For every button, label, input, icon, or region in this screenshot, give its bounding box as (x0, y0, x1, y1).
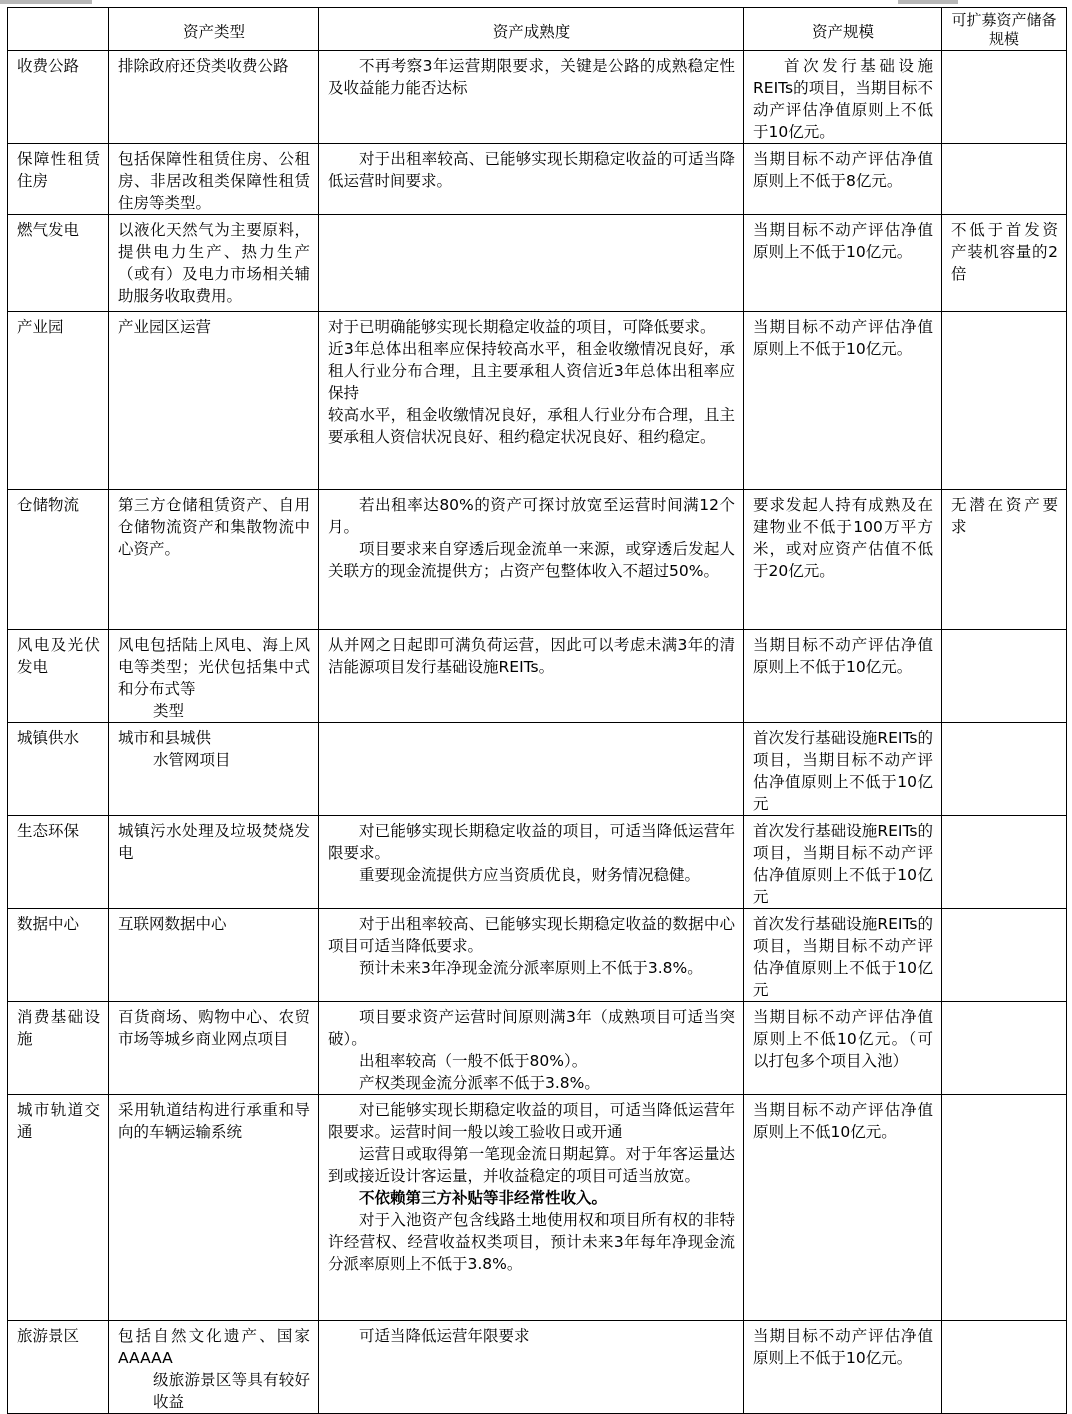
asset-type-text: 城市和县城供 (118, 729, 212, 747)
maturity-paragraph: 对于出租率较高、已能够实现长期稳定收益的可适当降低运营时间要求。 (328, 150, 735, 190)
asset-scale-cell: 当期目标不动产评估净值原则上不低于10亿元。 (744, 312, 942, 490)
maturity-paragraph: 对于入池资产包含线路土地使用权和项目所有权的非特许经营权、经营收益权类项目，预计未来3年每年净现金流分派率原则上不低于3.8%。 (328, 1211, 735, 1273)
reserve-scale-cell (942, 816, 1067, 909)
asset-type-text: 采用轨道结构进行承重和导向的车辆运输系统 (118, 1101, 310, 1141)
maturity-paragraph: 不再考察3年运营期限要求，关键是公路的成熟稳定性及收益能力能否达标 (328, 57, 735, 97)
asset-maturity-cell (319, 630, 744, 723)
top-edge-mark-right (898, 0, 958, 4)
reserve-scale-cell: 无潜在资产要求 (942, 490, 1067, 630)
asset-type-cell (109, 490, 319, 630)
asset-type-text: 以液化天然气为主要原料，提供电力生产、热力生产（或有）及电力市场相关辅助服务收取费用。 (118, 221, 310, 305)
asset-type-cell (109, 723, 319, 816)
table-row (8, 144, 1067, 215)
asset-type-cell (109, 1321, 319, 1414)
table-row (8, 1095, 1067, 1321)
table-row (8, 816, 1067, 909)
maturity-paragraph: 对于出租率较高、已能够实现长期稳定收益的数据中心项目可适当降低要求。 (328, 915, 735, 955)
asset-type-text: 城镇污水处理及垃圾焚烧发电 (118, 822, 310, 862)
table-row (8, 51, 1067, 144)
asset-category-cell: 收费公路 (8, 51, 109, 144)
table-row (8, 630, 1067, 723)
asset-maturity-cell (319, 1095, 744, 1321)
maturity-paragraph: 运营日或取得第一笔现金流日期起算。对于年客运量达到或接近设计客运量，并收益稳定的项目可适当放宽。 (328, 1145, 735, 1185)
asset-type-text: 级旅游景区等具有较好收益 (153, 1371, 310, 1411)
asset-category-cell: 消费基础设施 (8, 1002, 109, 1095)
asset-scale-cell: 当期目标不动产评估净值原则上不低10亿元。（可以打包多个项目入池） (744, 1002, 942, 1095)
top-edge-mark-left (0, 0, 92, 4)
asset-category-cell: 产业园 (8, 312, 109, 490)
asset-maturity-cell (319, 51, 744, 144)
reserve-scale-cell (942, 630, 1067, 723)
table-row (8, 909, 1067, 1002)
asset-type-text: 排除政府还贷类收费公路 (118, 57, 289, 75)
table-row (8, 1002, 1067, 1095)
reserve-scale-cell (942, 312, 1067, 490)
asset-type-cell (109, 312, 319, 490)
asset-type-cell (109, 630, 319, 723)
asset-type-cell (109, 215, 319, 312)
asset-scale-cell: 当期目标不动产评估净值原则上不低于8亿元。 (744, 144, 942, 215)
header-cell: 资产规模 (744, 8, 942, 51)
asset-category-cell: 风电及光伏发电 (8, 630, 109, 723)
asset-category-cell: 燃气发电 (8, 215, 109, 312)
asset-maturity-cell (319, 312, 744, 490)
reits-asset-table (7, 7, 1067, 1414)
reserve-scale-cell: 不低于首发资产装机容量的2倍 (942, 215, 1067, 312)
asset-type-text: 类型 (153, 702, 185, 720)
asset-scale-cell: 当期目标不动产评估净值原则上不低于10亿元。 (744, 630, 942, 723)
header-cell: 资产成熟度 (319, 8, 744, 51)
maturity-paragraph: 从并网之日起即可满负荷运营，因此可以考虑未满3年的清洁能源项目发行基础设施REITs。 (328, 636, 735, 676)
header-cell (8, 8, 109, 51)
maturity-paragraph: 近3年总体出租率应保持较高水平，租金收缴情况良好，承租人行业分布合理，且主要承租人资信近3年总体出租率应保持 (328, 340, 735, 402)
asset-type-cell (109, 1095, 319, 1321)
asset-type-text: 百货商场、购物中心、农贸市场等城乡商业网点项目 (118, 1008, 310, 1048)
asset-type-text: 包括保障性租赁住房、公租房、非居改租类保障性租赁住房等类型。 (118, 150, 310, 212)
table-row (8, 1321, 1067, 1414)
reserve-scale-cell (942, 144, 1067, 215)
maturity-paragraph: 项目要求资产运营时间原则满3年（成熟项目可适当突破）。 (328, 1008, 735, 1048)
header-row (8, 8, 1067, 51)
reserve-scale-cell (942, 1321, 1067, 1414)
reserve-scale-cell (942, 1095, 1067, 1321)
asset-maturity-cell (319, 1002, 744, 1095)
header-cell: 资产类型 (109, 8, 319, 51)
asset-maturity-cell (319, 215, 744, 312)
asset-type-cell (109, 144, 319, 215)
asset-type-cell (109, 909, 319, 1002)
asset-category-cell: 保障性租赁住房 (8, 144, 109, 215)
asset-category-cell: 旅游景区 (8, 1321, 109, 1414)
asset-category-cell: 数据中心 (8, 909, 109, 1002)
maturity-paragraph: 对已能够实现长期稳定收益的项目，可适当降低运营年限要求。 (328, 822, 735, 862)
maturity-paragraph: 重要现金流提供方应当资质优良，财务情况稳健。 (359, 866, 701, 884)
maturity-paragraph: 预计未来3年净现金流分派率原则上不低于3.8%。 (359, 959, 703, 977)
maturity-paragraph: 对于已明确能够实现长期稳定收益的项目，可降低要求。 (328, 318, 716, 336)
maturity-paragraph: 项目要求来自穿透后现金流单一来源，或穿透后发起人关联方的现金流提供方；占资产包整体收入不超过50%。 (328, 540, 735, 580)
maturity-paragraph: 产权类现金流分派率不低于3.8%。 (359, 1074, 600, 1092)
reserve-scale-cell (942, 723, 1067, 816)
asset-type-text: 互联网数据中心 (118, 915, 227, 933)
asset-scale-cell: 当期目标不动产评估净值原则上不低于10亿元。 (744, 215, 942, 312)
asset-maturity-cell (319, 816, 744, 909)
reserve-scale-cell (942, 909, 1067, 1002)
asset-category-cell: 城镇供水 (8, 723, 109, 816)
asset-maturity-cell (319, 909, 744, 1002)
asset-type-cell (109, 51, 319, 144)
table-row (8, 723, 1067, 816)
asset-type-cell (109, 1002, 319, 1095)
asset-category-cell: 仓储物流 (8, 490, 109, 630)
asset-scale-cell: 首次发行基础设施REITs的项目，当期目标不动产评估净值原则上不低于10亿元。 (744, 51, 942, 144)
asset-type-cell (109, 816, 319, 909)
maturity-paragraph: 出租率较高（一般不低于80%）。 (359, 1052, 588, 1070)
asset-scale-cell: 要求发起人持有成熟及在建物业不低于100万平方米，或对应资产估值不低于20亿元。 (744, 490, 942, 630)
asset-scale-cell: 当期目标不动产评估净值原则上不低10亿元。 (744, 1095, 942, 1321)
asset-type-text: 包括自然文化遗产、国家AAAAA (118, 1327, 310, 1367)
maturity-paragraph: 若出租率达80%的资产可探讨放宽至运营时间满12个月。 (328, 496, 735, 536)
maturity-paragraph: 较高水平，租金收缴情况良好，承租人行业分布合理，且主要承租人资信状况良好、租约稳定状况良好、租约稳定。 (328, 406, 735, 446)
asset-scale-cell: 首次发行基础设施REITs的项目，当期目标不动产评估净值原则上不低于10亿元 (744, 909, 942, 1002)
asset-maturity-cell (319, 144, 744, 215)
reserve-scale-cell (942, 1002, 1067, 1095)
asset-type-text: 第三方仓储租赁资产、自用仓储物流资产和集散物流中心资产。 (118, 496, 310, 558)
asset-maturity-cell (319, 490, 744, 630)
table-row (8, 490, 1067, 630)
table-row (8, 312, 1067, 490)
header-cell: 可扩募资产储备规模 (942, 8, 1067, 51)
maturity-paragraph: 对已能够实现长期稳定收益的项目，可适当降低运营年限要求。运营时间一般以竣工验收日或开通 (328, 1101, 735, 1141)
reserve-scale-cell (942, 51, 1067, 144)
asset-scale-cell: 首次发行基础设施REITs的项目，当期目标不动产评估净值原则上不低于10亿元 (744, 723, 942, 816)
asset-maturity-cell (319, 723, 744, 816)
asset-type-text: 产业园区运营 (118, 318, 212, 336)
asset-category-cell: 生态环保 (8, 816, 109, 909)
asset-maturity-cell (319, 1321, 744, 1414)
asset-type-text: 风电包括陆上风电、海上风电等类型；光伏包括集中式和分布式等 (118, 636, 310, 698)
table-row (8, 215, 1067, 312)
asset-scale-cell: 当期目标不动产评估净值原则上不低于10亿元。 (744, 1321, 942, 1414)
asset-scale-cell: 首次发行基础设施REITs的项目，当期目标不动产评估净值原则上不低于10亿元 (744, 816, 942, 909)
maturity-paragraph: 不依赖第三方补贴等非经常性收入。 (359, 1189, 608, 1207)
maturity-paragraph: 可适当降低运营年限要求 (359, 1327, 530, 1345)
asset-type-text: 水管网项目 (153, 751, 231, 769)
asset-category-cell: 城市轨道交通 (8, 1095, 109, 1321)
